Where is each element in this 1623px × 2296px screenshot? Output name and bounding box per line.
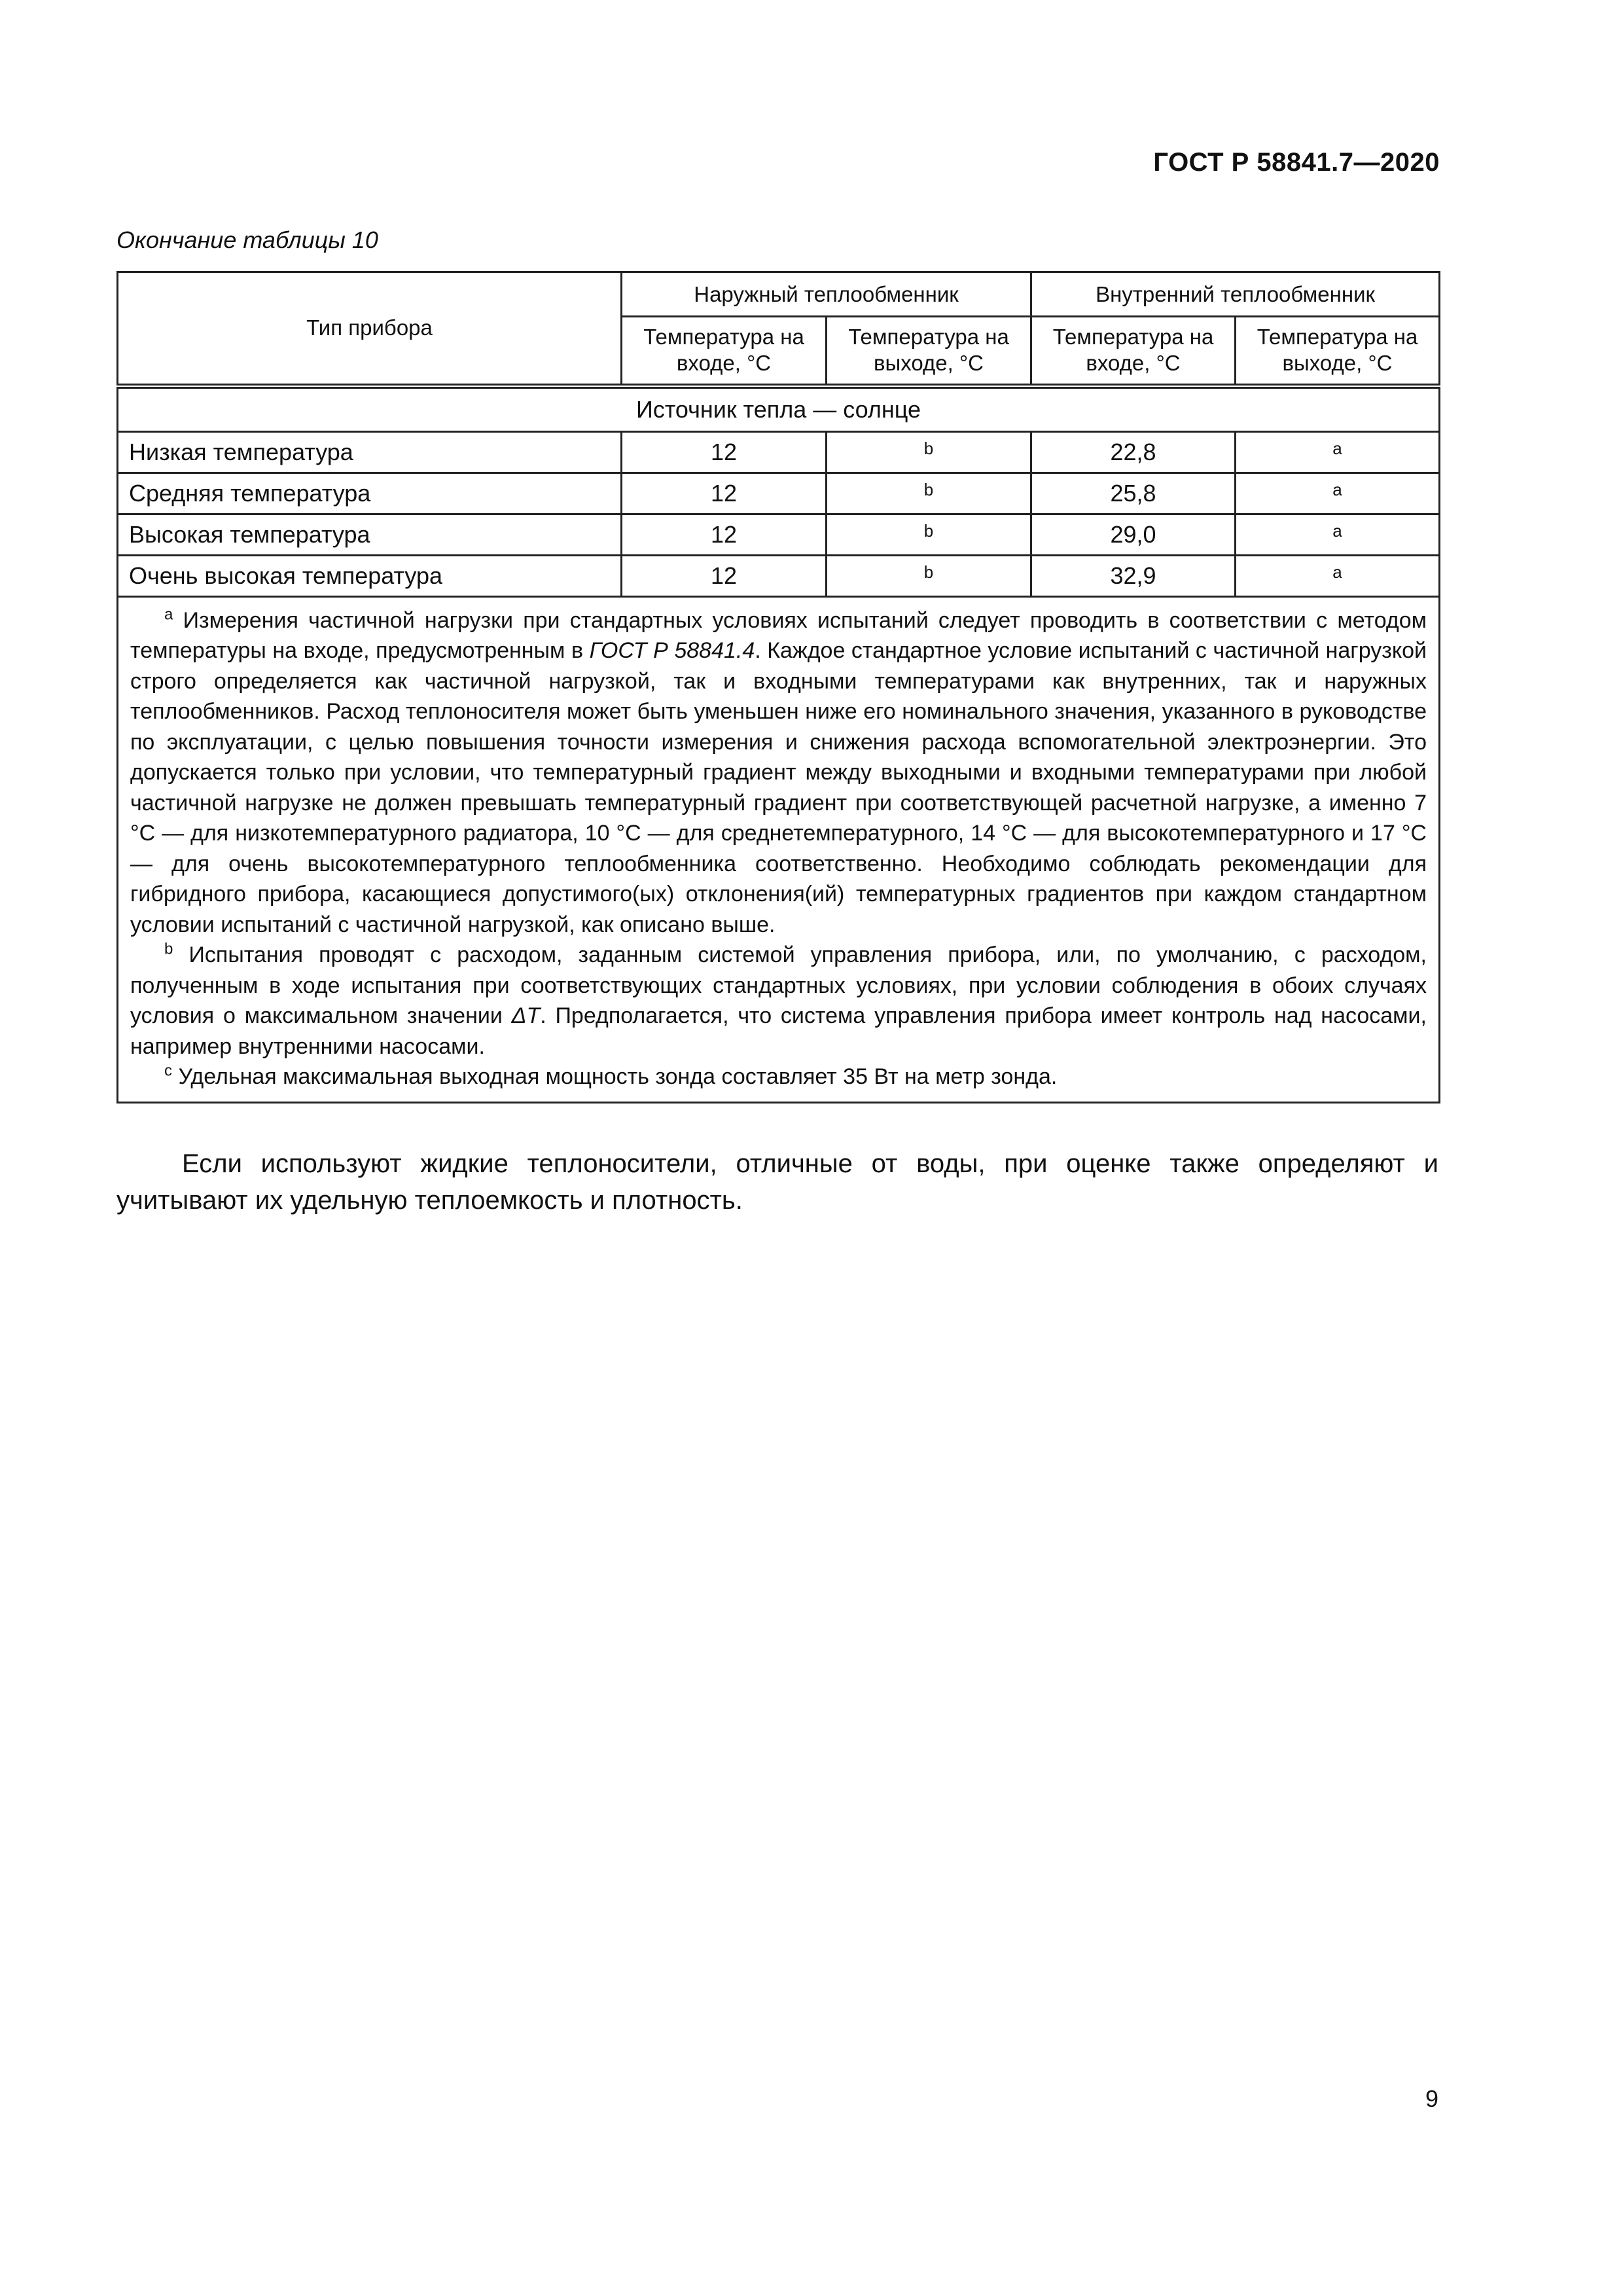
standard-code: ГОСТ Р 58841.7—2020 [1153,148,1440,177]
col-internal-outlet: Температура на выходе, °С [1236,317,1440,386]
note-text: Измерения частичной нагрузки при стандартных условиях испытаний следует проводить в соответствии с методом температуры на входе, предусмотренным в [130,607,1427,663]
table-row [118,431,1440,473]
footnote-mark: b [923,520,934,541]
col-group-external: Наружный теплообменник [622,272,1031,317]
cell-ext-inlet: 12 [622,555,827,596]
data-table [116,271,1440,1103]
footnote-mark: a [1332,562,1342,582]
row-name: Высокая температура [118,514,622,555]
col-external-outlet: Температура на выходе, °С [827,317,1031,386]
cell-int-inlet: 25,8 [1031,473,1236,514]
cell-ext-outlet [827,555,1031,596]
section-title: Источник тепла — солнце [118,386,1440,432]
cell-int-inlet: 29,0 [1031,514,1236,555]
note-a [130,605,1427,941]
section-row [118,386,1440,432]
footnote-mark: b [923,479,934,499]
row-name: Очень высокая температура [118,555,622,596]
notes-row [118,596,1440,1102]
col-external-inlet: Температура на входе, °С [622,317,827,386]
footnote-mark: a [1332,479,1342,499]
row-name: Низкая температура [118,431,622,473]
cell-int-inlet: 32,9 [1031,555,1236,596]
cell-int-outlet [1236,514,1440,555]
cell-ext-outlet [827,473,1031,514]
cell-ext-outlet [827,431,1031,473]
cell-ext-inlet: 12 [622,431,827,473]
cell-int-inlet: 22,8 [1031,431,1236,473]
footnote-mark: a [1332,520,1342,541]
note-b [130,940,1427,1062]
footnote-mark: a [1332,438,1342,458]
note-mark: a [164,605,173,624]
row-name: Средняя температура [118,473,622,514]
note-text: . Предполагается, что система управления прибора имеет контроль над насосами, например внутренними насосами. [130,1003,1427,1059]
note-delta: ΔT [511,1003,541,1028]
cell-int-outlet [1236,431,1440,473]
col-group-internal: Внутренний теплообменник [1031,272,1440,317]
cell-int-outlet [1236,555,1440,596]
note-reference: ГОСТ Р 58841.4 [589,638,755,663]
note-text: Удельная максимальная выходная мощность зонда составляет 35 Вт на метр зонда. [178,1064,1058,1089]
note-text: Испытания проводят с расходом, заданным системой управления прибора, или, по умолчанию, с расходом, полученным в ходе испытания при соответствующих стандартных условиях, при условии соблюдения в обоих случаях условия о максимальном значении [130,942,1427,1028]
cell-ext-outlet [827,514,1031,555]
table-notes [118,596,1440,1102]
note-mark: c [164,1062,172,1080]
cell-int-outlet [1236,473,1440,514]
page-number: 9 [1425,2085,1438,2112]
note-text: . Каждое стандартное условие испытаний с частичной нагрузкой строго определяется как частичной нагрузкой, так и входными температурами как внутренних, так и наружных теплообменников. Расход теплоносителя может быть уменьшен ниже его номинального значения, указанного в руководстве по эксплуатации, с целью повышения точности измерения и снижения расхода вспомогательной электроэнергии. Это допускается только при условии, что температурный градиент между выходными и входными температурами при любой частичной нагрузке не должен превышать температурный градиент при соответствующей расчетной нагрузке, а именно 7 °С — для низкотемпературного радиатора, 10 °С — для среднетемпературного, 14 °С — для высокотемпературного и 17 °С — для очень высокотемпературного теплообменника соответственно. Необходимо соблюдать рекомендации для гибридного прибора, касающиеся допустимого(ых) отклонения(ий) температурных градиентов при каждом стандартном условии испытаний с частичной нагрузкой, как описано выше. [130,638,1427,937]
table-header-row [118,272,1440,317]
footnote-mark: b [923,562,934,582]
body-paragraph: Если используют жидкие теплоносители, отличные от воды, при оценке также определяют и учитывают их удельную теплоемкость и плотность. [116,1149,1438,1215]
table-row [118,473,1440,514]
col-internal-inlet: Температура на входе, °С [1031,317,1236,386]
cell-ext-inlet: 12 [622,514,827,555]
table-caption: Окончание таблицы 10 [116,226,378,253]
table-row [118,555,1440,596]
cell-ext-inlet: 12 [622,473,827,514]
col-device-type: Тип прибора [118,272,622,386]
note-c [130,1062,1427,1092]
note-mark: b [164,940,173,958]
table-row [118,514,1440,555]
footnote-mark: b [923,438,934,458]
